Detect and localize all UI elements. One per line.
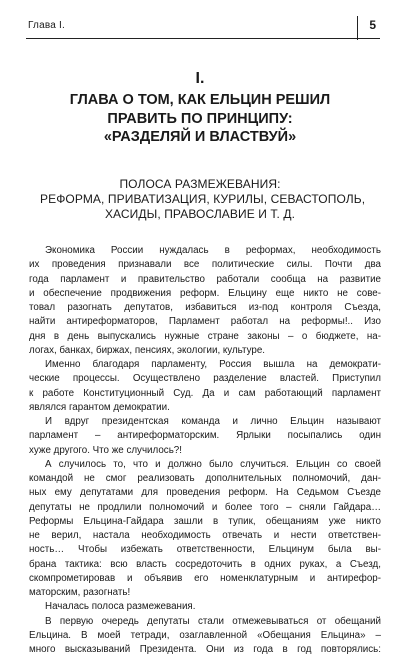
subtitle-line: РЕФОРМА, ПРИВАТИЗАЦИЯ, КУРИЛЫ, СЕВАСТОПОЛЬ, xyxy=(40,192,366,206)
body-line: не верил, настала необходимость отвечать и нести ответствен- xyxy=(29,530,381,541)
subtitle-line: ПОЛОСА РАЗМЕЖЕВАНИЯ: xyxy=(119,177,281,191)
body-line: дня в день выпускались нужные стране законы – о бюджете, на- xyxy=(29,330,381,342)
body-line: парламент – антиреформаторским. Ярлыки посыпались один xyxy=(29,430,381,442)
body-line: брана тактика: всю власть сосредоточить в одних руках, а Съезд, xyxy=(29,558,381,570)
body-text xyxy=(29,244,381,657)
subtitle-line: ХАСИДЫ, ПРАВОСЛАВИЕ И Т. Д. xyxy=(104,207,296,221)
body-line: Экономика России нуждалась в реформах, необходимость xyxy=(45,245,381,256)
chapter-title xyxy=(40,91,360,147)
body-line: маторским, разогнать! xyxy=(29,587,131,598)
body-line: ность… Чтобы избежать ответственности, Ельцинум была вы- xyxy=(29,544,381,556)
chapter-title-line: ПРАВИТЬ ПО ПРИНЦИПУ: xyxy=(107,110,293,127)
chapter-title-line: ГЛАВА О ТОМ, КАК ЕЛЬЦИН РЕШИЛ xyxy=(69,92,331,108)
body-line: Реформы Ельцина-Гайдара зашли в тупик, обещаниям уже никто xyxy=(29,515,381,527)
chapter-number: I. xyxy=(195,70,205,87)
body-line: товал разогнать депутатов, избавиться из-под контроля Съезда, xyxy=(29,302,381,313)
chapter-title-line: «РАЗДЕЛЯЙ И ВЛАСТВУЙ» xyxy=(103,129,297,145)
body-line: И вдруг президентская команда и лично Ельцин называют xyxy=(45,416,381,427)
body-line: командой не смог реализовать дополнительных полномочий, дан- xyxy=(29,473,381,484)
section-subtitle xyxy=(40,177,366,222)
body-line: Именно благодаря парламенту, Россия вышла на демократи- xyxy=(45,359,381,370)
body-line: их проведения признавали все политические силы. Почти два xyxy=(29,259,381,271)
running-head xyxy=(26,18,380,39)
running-head-divider xyxy=(357,16,359,40)
body-line: Ельцина. В моей тетради, озаглавленной «Обещания Ельцина» – xyxy=(29,629,381,641)
body-line: к работе Конституционный Суд. Да и сам работающий парламент xyxy=(29,387,381,399)
body-line: года парламент и правительство работали сообща на развитие xyxy=(29,273,381,285)
body-line: и обеспечение продвижения реформ. Ельцину еще никто не сове- xyxy=(29,287,381,299)
body-line: В первую очередь депутаты стали отмежевываться от обещаний xyxy=(45,615,381,627)
body-line: депутаты не продлили полномочий и более того – сняли Гайдара… xyxy=(29,501,381,513)
body-line: являлся гарантом демократии. xyxy=(29,401,170,413)
body-line: логах, банках, биржах, пенсиях, экологии, культуре. xyxy=(29,344,266,356)
page-number: 5 xyxy=(369,18,376,32)
body-line: ных ему депутатами для проведения реформ. На Седьмом Съезде xyxy=(29,487,381,499)
body-line: ческие процессы. Осуществлено разделение властей. Приступил xyxy=(29,373,381,385)
body-line: скомпрометировав и объявив его номенклатурным и антирефор- xyxy=(29,572,381,584)
running-head-chapter: Глава I. xyxy=(28,20,65,31)
body-line: Началась полоса размежевания. xyxy=(45,601,196,613)
body-line: найти антиреформаторов, Парламент работал на реформы!.. Изо xyxy=(29,316,381,328)
body-line: много высказываний Президента. Они из года в год повторялись: xyxy=(29,644,381,655)
body-line: А случилось то, что и должно было случиться. Ельцин со своей xyxy=(45,458,381,470)
body-line: хуже другого. Что же случилось?! xyxy=(29,444,182,456)
